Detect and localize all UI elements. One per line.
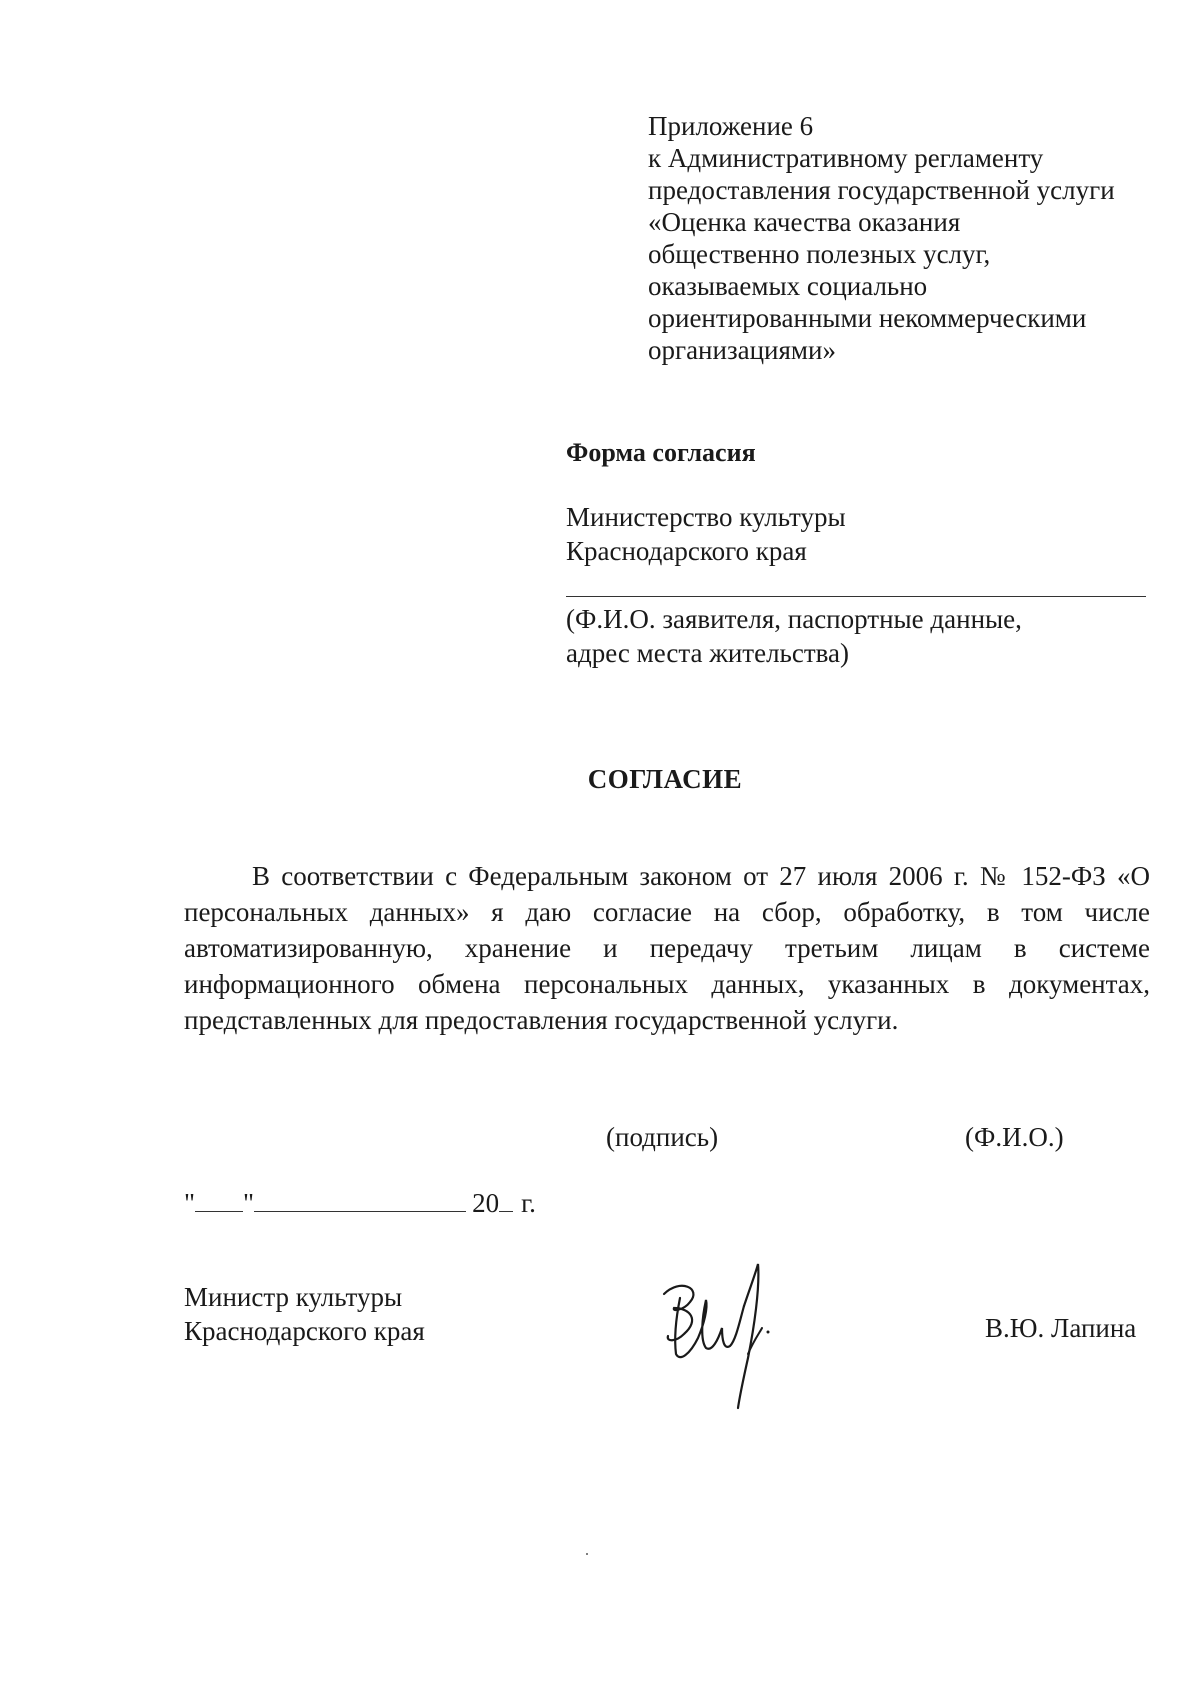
date-line bbox=[184, 1188, 536, 1219]
appendix-line: «Оценка качества оказания bbox=[648, 207, 961, 237]
day-blank[interactable] bbox=[195, 1189, 243, 1212]
minister-position bbox=[184, 1280, 425, 1348]
year-suffix: г. bbox=[521, 1188, 536, 1218]
date-close-quote: " bbox=[243, 1188, 255, 1218]
addressee-block bbox=[566, 500, 846, 568]
appendix-line: ориентированными некоммерческими bbox=[648, 303, 1087, 333]
year-prefix: 20 bbox=[472, 1188, 500, 1218]
applicant-fill-line[interactable] bbox=[566, 596, 1146, 597]
appendix-line: оказываемых социально bbox=[648, 271, 928, 301]
appendix-line: предоставления государственной услуги bbox=[648, 175, 1115, 205]
minister-name: В.Ю. Лапина bbox=[985, 1313, 1137, 1343]
year-blank[interactable] bbox=[499, 1189, 513, 1212]
appendix-line: Приложение 6 bbox=[648, 111, 814, 141]
form-title: Форма согласия bbox=[566, 438, 756, 467]
scan-speck bbox=[586, 1553, 588, 1555]
applicant-hint bbox=[566, 602, 1022, 670]
minister-position-line-2: Краснодарского края bbox=[184, 1316, 425, 1346]
date-open-quote: " bbox=[184, 1188, 196, 1218]
addressee-line-1: Министерство культуры bbox=[566, 502, 846, 532]
appendix-line: организациями» bbox=[648, 335, 836, 365]
minister-position-line-1: Министр культуры bbox=[184, 1282, 403, 1312]
appendix-line: к Административному регламенту bbox=[648, 143, 1044, 173]
signature-label: (подпись) bbox=[606, 1122, 719, 1152]
appendix-line: общественно полезных услуг, bbox=[648, 239, 991, 269]
applicant-hint-line-2: адрес места жительства) bbox=[566, 638, 850, 668]
month-blank[interactable] bbox=[254, 1189, 466, 1212]
applicant-hint-line-1: (Ф.И.О. заявителя, паспортные данные, bbox=[566, 604, 1022, 634]
consent-body-text: В соответствии с Федеральным законом от 27 июля 2006 г. № 152-ФЗ «О персональных данных» я даю согласие на сбор, обработку, в том числе автоматизированную, хранение и передачу третьим лицам в системе информационного обмена персональных данных, указанных в документах, представленных для предоставления государственной услуги. bbox=[184, 861, 1150, 1035]
appendix-header bbox=[648, 110, 1168, 366]
handwritten-signature bbox=[650, 1258, 790, 1418]
name-label: (Ф.И.О.) bbox=[965, 1122, 1064, 1152]
addressee-line-2: Краснодарского края bbox=[566, 536, 807, 566]
document-title: СОГЛАСИЕ bbox=[587, 764, 743, 794]
